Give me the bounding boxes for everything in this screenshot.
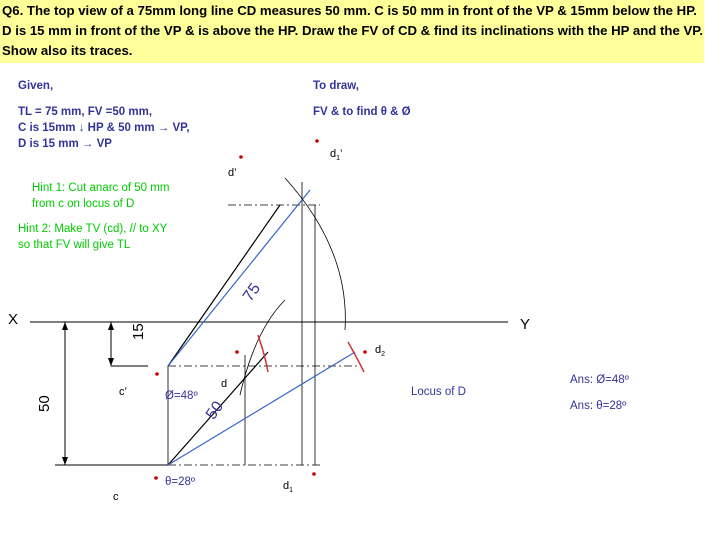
answer-phi: Ans: Ø=48º: [570, 374, 629, 386]
fv-line-cd: [168, 205, 280, 366]
label-d: d: [221, 378, 228, 390]
label-d1-prime: $d_1$’: [330, 148, 343, 163]
projectors: [168, 182, 315, 465]
dim-15-label: 15: [130, 323, 147, 340]
to-draw-line-1: FV & to find θ & Ø: [313, 106, 411, 118]
red-arc-d2: [348, 342, 364, 372]
hint-2-line-2: so that FV will give TL: [18, 239, 131, 251]
construction-lines: [168, 205, 360, 465]
dim-50-line-label: 50: [203, 398, 228, 423]
label-d-prime: d’: [228, 167, 237, 179]
dim-75-label: 75: [240, 280, 265, 305]
to-draw-heading: To draw,: [313, 80, 359, 92]
given-heading: Given,: [18, 80, 54, 92]
question-text: Q6. The top view of a 75mm long line CD measures 50 mm. C is 50 mm in front of the VP & 15mm below the HP. D is 15 mm in front of the VP & is above the HP. Draw the FV of CD & find its inclinations with the HP and the VP. Show also its traces.: [2, 3, 703, 58]
phi-angle-label: Ø=48º: [165, 390, 198, 402]
answer-theta: Ans: θ=28º: [570, 400, 627, 412]
locus-label: Locus of D: [411, 386, 466, 398]
given-line-3: D is 15 mm → VP: [18, 138, 112, 150]
x-label: X: [8, 311, 19, 328]
given-line-2: C is 15mm ↓ HP & 50 mm → VP,: [18, 122, 190, 134]
label-d1: $d_1$: [283, 480, 294, 495]
hint-1-line-2: from c on locus of D: [32, 198, 135, 210]
hint-2-line-1: Hint 2: Make TV (cd), // to XY: [18, 223, 168, 235]
point-markers: [154, 139, 367, 480]
label-c-prime: c’: [119, 386, 127, 398]
given-line-1: TL = 75 mm, FV =50 mm,: [18, 106, 153, 118]
label-c: c: [113, 491, 119, 503]
dim-50-vertical-label: 50: [36, 395, 53, 412]
hint-1-line-1: Hint 1: Cut anarc of 50 mm: [32, 182, 170, 194]
theta-angle-label: θ=28º: [165, 476, 196, 488]
label-d2: $d_2$: [375, 344, 386, 359]
y-label: Y: [520, 316, 531, 333]
